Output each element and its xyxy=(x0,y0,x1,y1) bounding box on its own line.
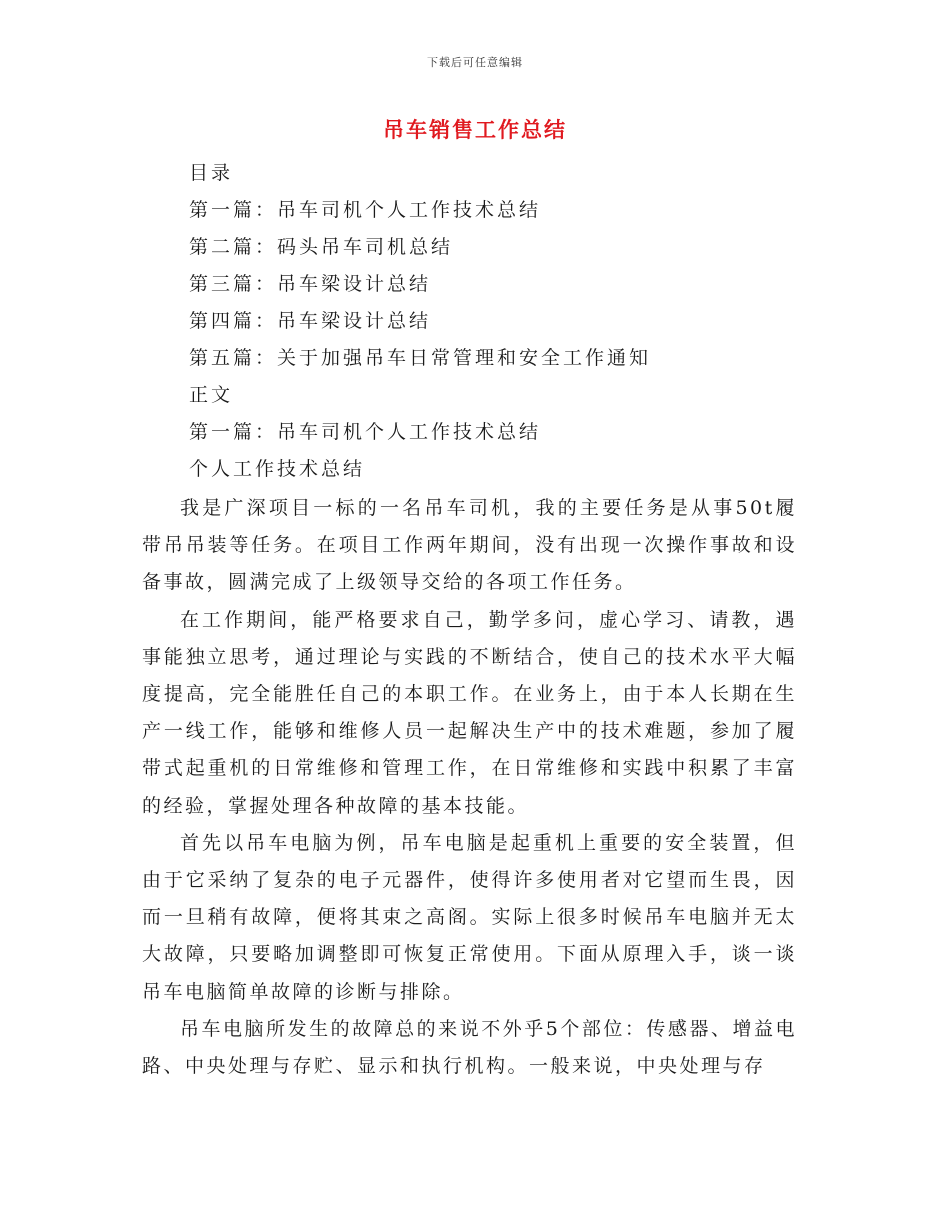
toc-item: 第一篇：吊车司机个人工作技术总结 xyxy=(189,199,542,221)
toc-heading: 目录 xyxy=(189,162,234,184)
toc-item: 第五篇：关于加强吊车日常管理和安全工作通知 xyxy=(189,347,652,369)
document-title: 吊车销售工作总结 xyxy=(383,117,567,142)
body-heading: 正文 xyxy=(189,384,234,406)
body-paragraph: 我是广深项目一标的一名吊车司机，我的主要任务是从事50t履带吊吊装等任务。在项目工作两年期间，没有出现一次操作事故和设备事故，圆满完成了上级领导交给的各项工作任务。 xyxy=(142,497,797,594)
toc-item: 第二篇：码头吊车司机总结 xyxy=(189,236,454,258)
body-paragraph: 在工作期间，能严格要求自己，勤学多问，虚心学习、请教，遇事能独立思考，通过理论与实践的不断结合，使自己的技术水平大幅度提高，完全能胜任自己的本职工作。在业务上，由于本人长期在生产一线工作，能够和维修人员一起解决生产中的技术难题，参加了履带式起重机的日常维修和管理工作，在日常维修和实践中积累了丰富的经验，掌握处理各种故障的基本技能。 xyxy=(142,608,797,817)
body-paragraph: 吊车电脑所发生的故障总的来说不外乎5个部位：传感器、增益电路、中央处理与存贮、显示和执行机构。一般来说，中央处理与存 xyxy=(142,1017,797,1078)
table-of-contents xyxy=(189,157,829,490)
toc-item: 第四篇：吊车梁设计总结 xyxy=(189,310,432,332)
section-title: 个人工作技术总结 xyxy=(189,458,366,480)
body-paragraph: 首先以吊车电脑为例，吊车电脑是起重机上重要的安全装置，但由于它采纳了复杂的电子元器件，使得许多使用者对它望而生畏，因而一旦稍有故障，便将其束之高阁。实际上很多时候吊车电脑并无太大故障，只要略加调整即可恢复正常使用。下面从原理入手，谈一谈吊车电脑简单故障的诊断与排除。 xyxy=(142,831,797,1003)
toc-item: 第三篇：吊车梁设计总结 xyxy=(189,273,432,295)
chapter-title: 第一篇：吊车司机个人工作技术总结 xyxy=(189,421,542,443)
page-header-note: 下载后可任意编辑 xyxy=(427,56,523,69)
document-body xyxy=(142,490,797,1085)
